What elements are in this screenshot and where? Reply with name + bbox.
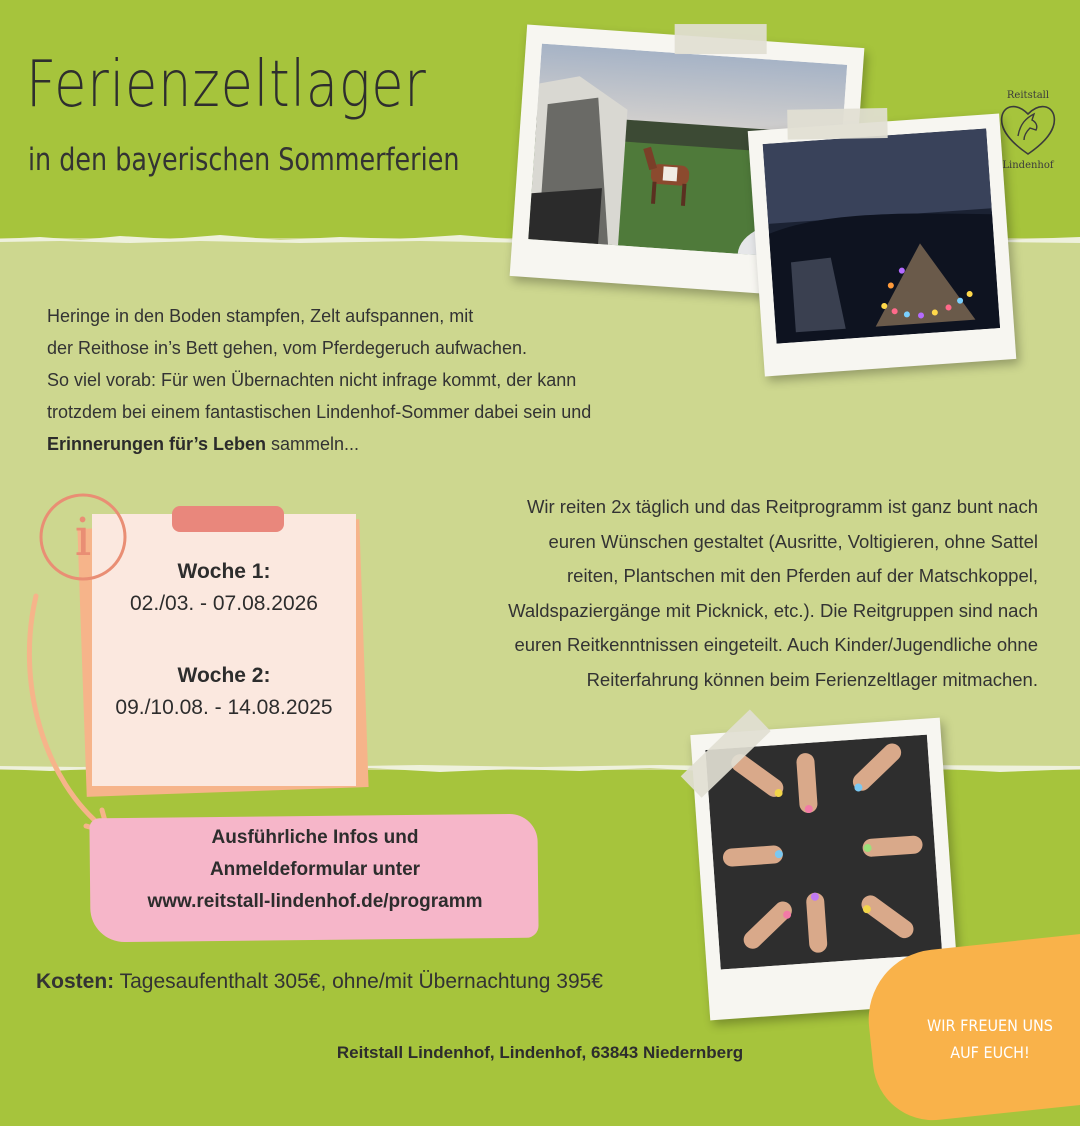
cta-link[interactable]: www.reitstall-lindenhof.de/programm	[147, 891, 483, 912]
reitstall-lindenhof-logo	[996, 84, 1060, 174]
intro-line: Heringe in den Boden stampfen, Zelt aufspannen, mit	[47, 306, 474, 326]
cta-line: Ausführliche Infos und	[211, 827, 419, 848]
info-letter: i	[74, 508, 92, 568]
cta-line: Anmeldeformular unter	[209, 859, 421, 880]
program-line: euren Reitkenntnissen eingeteilt. Auch Kinder/Jugendliche ohne	[514, 634, 1038, 655]
photo-tape	[675, 24, 767, 54]
page-title: Ferienzeltlager	[26, 48, 427, 122]
week2-dates: 09./10.08. - 14.08.2025	[115, 696, 333, 719]
cost-label: Kosten:	[36, 970, 115, 993]
program-line: reiten, Plantschen mit den Pferden auf der Matschkoppel,	[567, 565, 1038, 586]
photo-tape	[787, 108, 888, 140]
horse-heart-icon	[1002, 107, 1055, 154]
page-subtitle: in den bayerischen Sommerferien	[28, 142, 460, 178]
footer-address: Reitstall Lindenhof, Lindenhof, 63843 Niedernberg	[336, 1043, 744, 1062]
intro-line: trotzdem bei einem fantastischen Lindenhof-Sommer dabei sein und	[47, 402, 592, 422]
intro-line: So viel vorab: Für wen Übernachten nicht infrage kommt, der kann	[47, 370, 577, 390]
cost-value: Tagesaufenthalt 305€, ohne/mit Übernachtung 395€	[114, 970, 603, 993]
cta-box	[92, 822, 538, 918]
program-line: Wir reiten 2x täglich und das Reitprogramm ist ganz bunt nach	[526, 496, 1038, 517]
night-tent-image	[763, 128, 1000, 343]
sticker-text	[909, 1012, 1071, 1066]
sticker-line: WIR FREUEN UNS	[927, 1016, 1053, 1035]
photo-night-tent	[748, 114, 1017, 377]
note-tape	[172, 506, 284, 532]
dates-note	[92, 514, 356, 786]
cost-text	[36, 970, 603, 994]
program-line: Reiterfahrung können beim Ferienzeltlager mitmachen.	[586, 668, 1038, 690]
week2-label: Woche 2:	[177, 664, 271, 687]
week1-dates: 02./03. - 07.08.2026	[130, 592, 318, 615]
info-icon	[36, 490, 130, 584]
bracelets-image	[705, 735, 942, 970]
program-line: Waldspaziergänge mit Picknick, etc.). Die Reitgruppen sind nach	[508, 599, 1038, 621]
program-line: euren Wünschen gestaltet (Ausritte, Voltigieren, ohne Sattel	[548, 530, 1038, 552]
intro-line: der Reithose in’s Bett gehen, vom Pferdegeruch aufwachen.	[47, 338, 527, 358]
week1-label: Woche 1:	[177, 560, 271, 583]
sticker-line: AUF EUCH!	[950, 1043, 1030, 1062]
logo-bottom-text: Lindenhof	[1002, 160, 1054, 171]
program-text	[416, 490, 1038, 697]
intro-line-end: sammeln...	[266, 434, 360, 454]
logo-top-text: Reitstall	[1006, 90, 1050, 101]
intro-highlight: Erinnerungen für’s Leben	[47, 434, 267, 454]
intro-text	[47, 300, 727, 460]
intro-line	[47, 428, 727, 460]
